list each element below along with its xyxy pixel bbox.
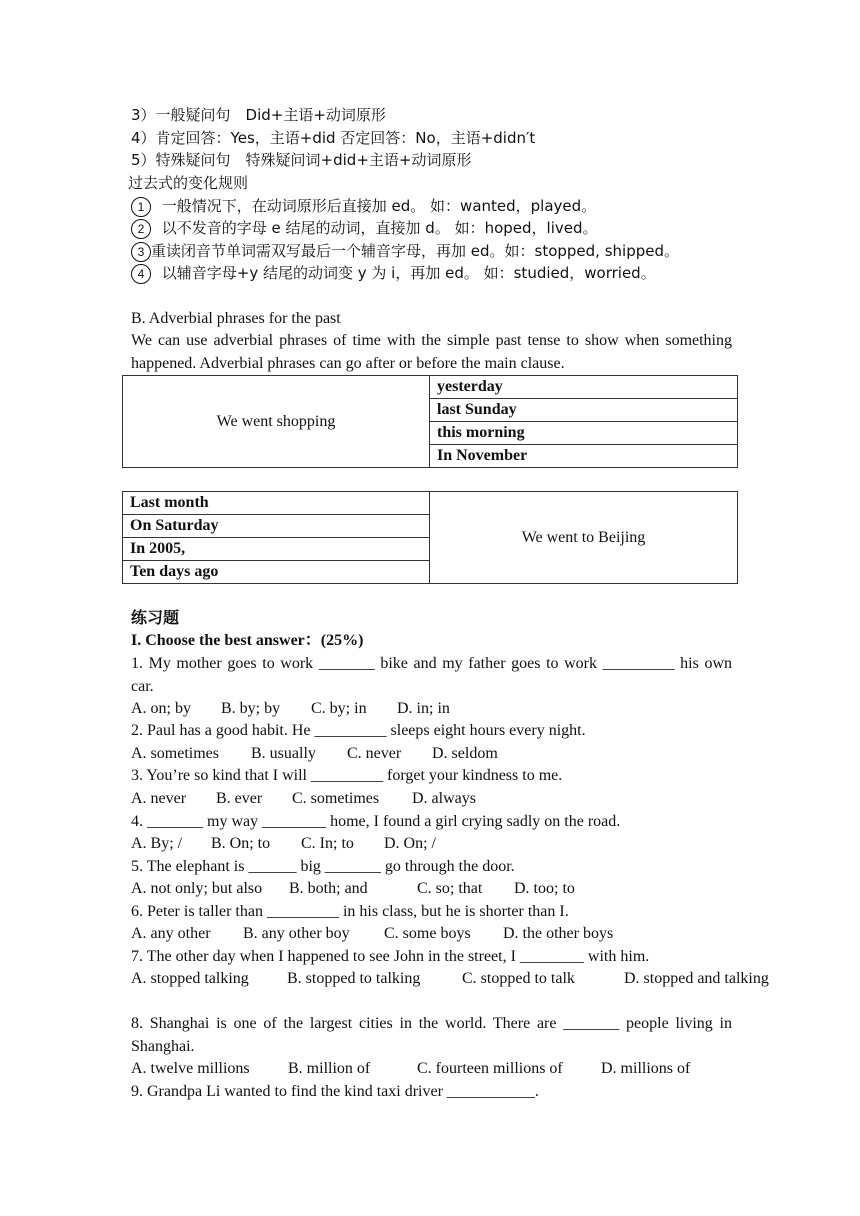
option: C. stopped to talk <box>462 970 575 987</box>
rules-title: 过去式的变化规则 <box>128 174 249 192</box>
option: A. sometimes <box>131 745 219 762</box>
option: B. On; to <box>211 835 271 852</box>
option: C. never <box>347 745 402 762</box>
rule-number: 1 <box>131 197 151 217</box>
note-special-question: 5）特殊疑问句 特殊疑问词+did+主语+动词原形 <box>131 151 472 169</box>
option: B. any other boy <box>243 925 350 942</box>
question-options <box>131 833 436 855</box>
option: C. fourteen millions of <box>417 1060 563 1077</box>
question-text: 6. Peter is taller than _________ in his class, but he is shorter than I. <box>131 903 569 920</box>
option: B. by; by <box>221 700 281 717</box>
option: B. stopped to talking <box>287 970 421 987</box>
rule-text: 重读闭音节单词需双写最后一个辅音字母，再加 ed。如：stopped, shipped。 <box>151 242 680 260</box>
question-options <box>131 1058 690 1080</box>
option: D. too; to <box>514 880 575 897</box>
question-options <box>131 698 450 720</box>
rule-number: 4 <box>131 264 151 284</box>
section-b-title: B. Adverbial phrases for the past <box>131 310 341 327</box>
question-text: 7. The other day when I happened to see John in the street, I ________ with him. <box>131 948 650 965</box>
option: C. so; that <box>417 880 483 897</box>
phrase-cell: In 2005, <box>123 538 430 561</box>
option: D. seldom <box>432 745 498 762</box>
exercise-part-title: I. Choose the best answer：(25%) <box>131 632 364 649</box>
option: C. by; in <box>311 700 367 717</box>
phrase-cell: In November <box>430 445 738 468</box>
option: A. on; by <box>131 700 191 717</box>
rule-number: 3 <box>131 242 151 262</box>
rule-item <box>131 217 598 239</box>
option: D. in; in <box>397 700 450 717</box>
question-options <box>131 743 498 765</box>
option: D. the other boys <box>503 925 614 942</box>
option: A. By; / <box>131 835 183 852</box>
option: C. some boys <box>384 925 471 942</box>
rule-number: 2 <box>131 219 151 239</box>
question-options <box>131 878 575 900</box>
option: B. million of <box>288 1060 371 1077</box>
question-text: 8. Shanghai is one of the largest cities in the world. There are _______ people living in Shanghai. <box>131 1015 732 1055</box>
phrase-cell: last Sunday <box>430 399 738 422</box>
rule-text: 以不发音的字母 e 结尾的动词，直接加 d。 如：hoped，lived。 <box>157 219 598 237</box>
option: B. both; and <box>289 880 368 897</box>
option: D. stopped and talking <box>624 970 769 987</box>
question-text: 5. The elephant is ______ big _______ go through the door. <box>131 858 515 875</box>
question-options <box>131 968 769 990</box>
rule-item <box>131 262 656 284</box>
option: A. never <box>131 790 187 807</box>
note-answers: 4）肯定回答：Yes，主语+did 否定回答：No，主语+didn′t <box>131 129 536 147</box>
question-options <box>131 923 613 945</box>
rule-text: 一般情况下，在动词原形后直接加 ed。 如：wanted，played。 <box>157 197 597 215</box>
question-text: 4. _______ my way ________ home, I found a girl crying sadly on the road. <box>131 813 621 830</box>
phrase-cell: yesterday <box>430 376 738 399</box>
phrase-cell: On Saturday <box>123 515 430 538</box>
rule-item <box>131 240 679 262</box>
adverbial-table-before <box>122 491 738 584</box>
option: B. usually <box>251 745 316 762</box>
rule-item <box>131 195 596 217</box>
option: A. twelve millions <box>131 1060 250 1077</box>
exercises-heading: 练习题 <box>131 608 180 627</box>
option: A. stopped talking <box>131 970 249 987</box>
option: C. sometimes <box>292 790 380 807</box>
option: D. always <box>412 790 476 807</box>
option: C. In; to <box>301 835 354 852</box>
question-text: 2. Paul has a good habit. He _________ sleeps eight hours every night. <box>131 722 586 739</box>
main-clause-cell: We went shopping <box>123 376 430 468</box>
option: A. not only; but also <box>131 880 263 897</box>
option: D. On; / <box>384 835 436 852</box>
note-general-question: 3）一般疑问句 Did+主语+动词原形 <box>131 106 386 124</box>
phrase-cell: Ten days ago <box>123 561 430 584</box>
option: D. millions of <box>601 1060 691 1077</box>
main-clause-cell: We went to Beijing <box>430 492 738 584</box>
option: A. any other <box>131 925 211 942</box>
phrase-cell: Last month <box>123 492 430 515</box>
question-text: 9. Grandpa Li wanted to find the kind taxi driver ___________. <box>131 1083 539 1100</box>
question-options <box>131 788 476 810</box>
phrase-cell: this morning <box>430 422 738 445</box>
option: B. ever <box>216 790 263 807</box>
adverbial-table-after <box>122 375 738 468</box>
question-text: 3. You’re so kind that I will _________ forget your kindness to me. <box>131 767 563 784</box>
rule-text: 以辅音字母+y 结尾的动词变 y 为 i，再加 ed。 如：studied，worried。 <box>157 264 656 282</box>
question-text: 1. My mother goes to work _______ bike and my father goes to work _________ his own car. <box>131 655 732 695</box>
section-b-body: We can use adverbial phrases of time with the simple past tense to show when something happened. Adverbial phrases can go after or before the main clause. <box>131 332 732 372</box>
